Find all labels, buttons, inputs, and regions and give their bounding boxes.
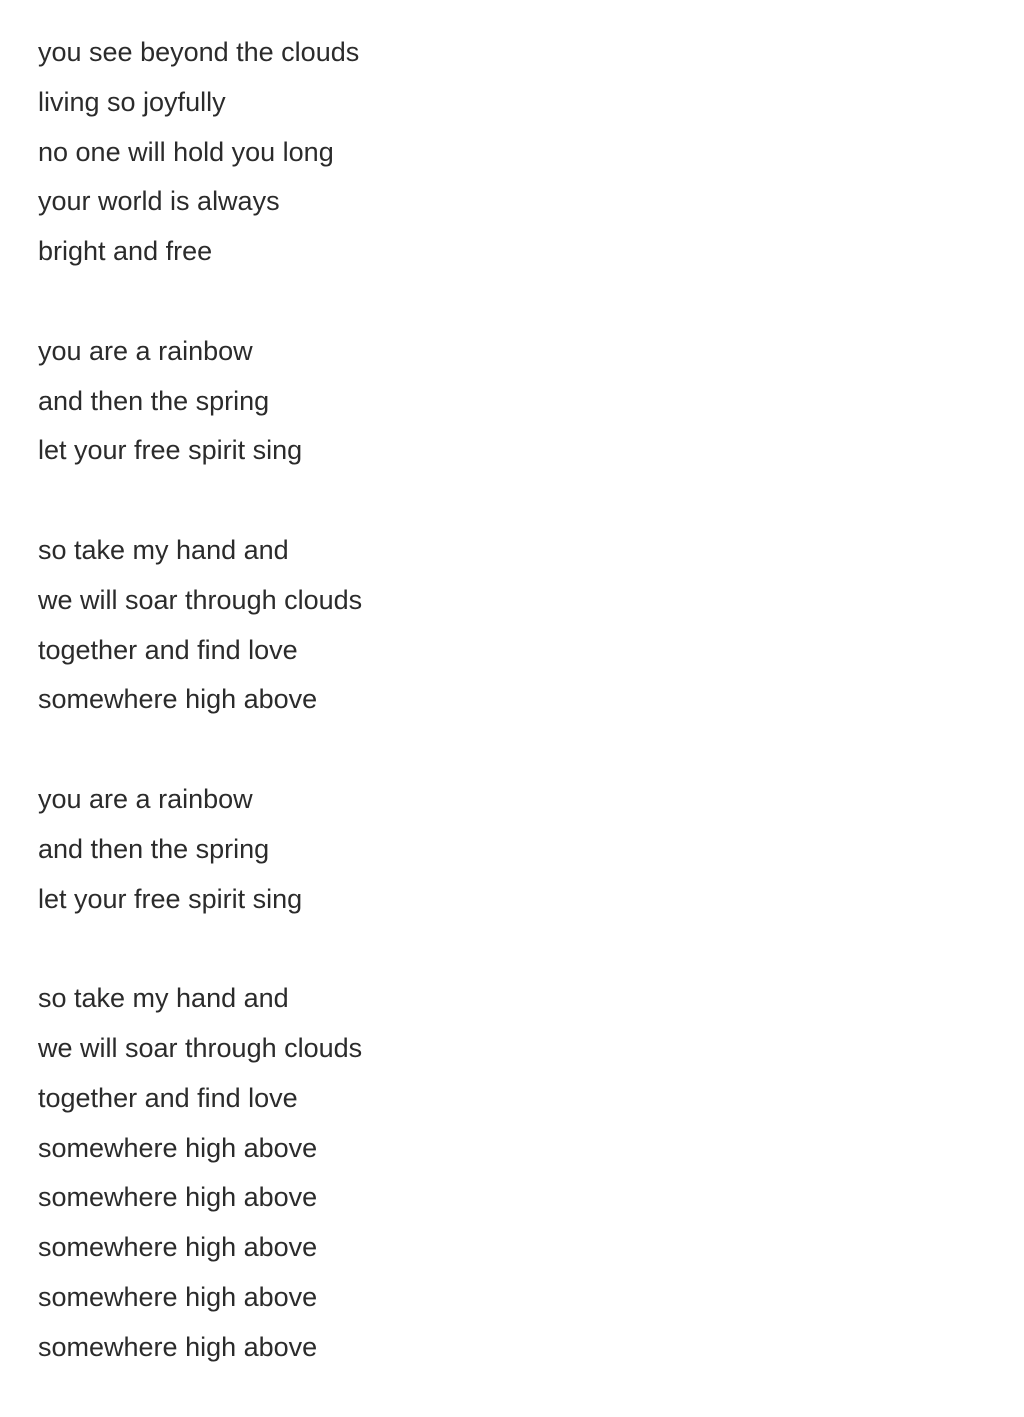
lyric-line: so take my hand and — [38, 534, 289, 565]
lyric-line: so take my hand and — [38, 983, 289, 1014]
lyric-line: we will soar through clouds — [38, 584, 363, 615]
stanza-1 — [38, 28, 978, 277]
lyric-line: and then the spring — [38, 833, 270, 864]
lyric-line: bright and free — [38, 236, 213, 267]
lyric-line: somewhere high above — [38, 1132, 318, 1163]
lyric-line: together and find love — [38, 1082, 298, 1113]
lyric-line: living so joyfully — [38, 86, 226, 117]
lyric-line: together and find love — [38, 634, 298, 665]
lyric-line: somewhere high above — [38, 1331, 318, 1362]
lyric-line: we will soar through clouds — [38, 1032, 363, 1063]
lyric-line: no one will hold you long — [38, 136, 334, 167]
stanza-2 — [38, 327, 978, 476]
lyric-line: somewhere high above — [38, 1281, 318, 1312]
lyric-line: somewhere high above — [38, 1182, 318, 1213]
lyric-line: you are a rainbow — [38, 335, 253, 366]
lyric-line: somewhere high above — [38, 684, 318, 715]
stanza-4 — [38, 775, 978, 924]
lyric-line: your world is always — [38, 186, 280, 217]
lyric-line: you see beyond the clouds — [38, 37, 360, 67]
lyric-line: and then the spring — [38, 385, 270, 416]
lyric-line: let your free spirit sing — [38, 435, 303, 466]
stanza-5 — [38, 974, 978, 1372]
lyric-line: let your free spirit sing — [38, 883, 303, 914]
lyric-line: somewhere high above — [38, 1232, 318, 1263]
stanza-3 — [38, 526, 978, 725]
lyrics-text — [38, 28, 978, 1373]
lyric-line: you are a rainbow — [38, 783, 253, 814]
